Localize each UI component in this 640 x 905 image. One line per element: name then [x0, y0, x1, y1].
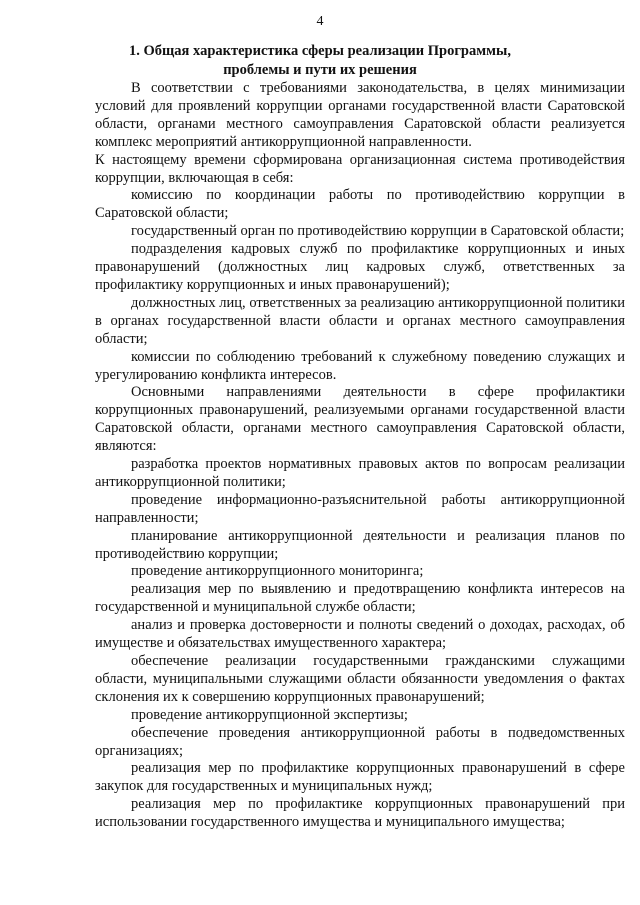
list-item: проведение антикоррупционного мониторинга; — [131, 563, 424, 580]
paragraph: К настоящему времени сформирована организационная система противодействия коррупции, включающая в себя: — [95, 151, 625, 186]
list-item: разработка проектов нормативных правовых актов по вопросам реализации антикоррупционной политики; — [95, 456, 625, 490]
list-item: обеспечение проведения антикоррупционной работы в подведомственных организациях; — [95, 724, 625, 759]
list-item: реализация мер по выявлению и предотвращению конфликта интересов на государственной и муниципальной службе области; — [95, 581, 625, 616]
list-item: анализ и проверка достоверности и полноты сведений о доходах, расходах, об имуществе и обязательствах имущественного характера; — [95, 617, 625, 652]
section-heading-line-1: 1. Общая характеристика сферы реализации Программы, — [129, 43, 511, 59]
list-item: государственный орган по противодействию коррупции в Саратовской области; — [131, 223, 625, 240]
list-item: реализация мер по профилактике коррупционных правонарушений в сфере закупок для государственных и муниципальных нужд; — [95, 760, 625, 795]
list-item: должностных лиц, ответственных за реализацию антикоррупционной политики в органах государственной власти области и органах местного самоуправления области; — [95, 294, 625, 347]
section-heading-line-2: проблемы и пути их решения — [223, 62, 417, 78]
document-body — [95, 80, 625, 832]
paragraph: В соответствии с требованиями законодательства, в целях минимизации условий для проявлений коррупции органами государственной власти Саратовской области, органами местного самоуправления Саратовской области реализуется комплекс мероприятий антикоррупционной направленности. — [95, 80, 625, 150]
paragraph: Основными направлениями деятельности в сфере профилактики коррупционных правонарушений, реализуемыми органами государственной власти Саратовской области, органами местного самоуправления Саратовской области, являются: — [95, 384, 625, 455]
page-number: 4 — [316, 14, 324, 29]
list-item: комиссию по координации работы по противодействию коррупции в Саратовской области; — [95, 187, 625, 222]
list-item: планирование антикоррупционной деятельности и реализация планов по противодействию коррупции; — [95, 527, 625, 562]
list-item: подразделения кадровых служб по профилактике коррупционных и иных правонарушений (должностных лиц кадровых служб, ответственных за профилактику коррупционных и иных правонарушений); — [95, 241, 625, 293]
list-item: обеспечение реализации государственными гражданскими служащими области, муниципальными служащими области обязанности уведомления о фактах склонения их к совершению коррупционных правонарушений; — [95, 653, 625, 705]
list-item: реализация мер по профилактике коррупционных правонарушений при использовании государственного имущества и муниципального имущества; — [95, 796, 625, 831]
list-item: проведение антикоррупционной экспертизы; — [131, 706, 408, 723]
list-item: проведение информационно-разъяснительной работы антикоррупционной направленности; — [95, 491, 625, 526]
list-item: комиссии по соблюдению требований к служебному поведению служащих и урегулированию конфликта интересов. — [95, 348, 625, 383]
section-heading — [95, 42, 545, 80]
